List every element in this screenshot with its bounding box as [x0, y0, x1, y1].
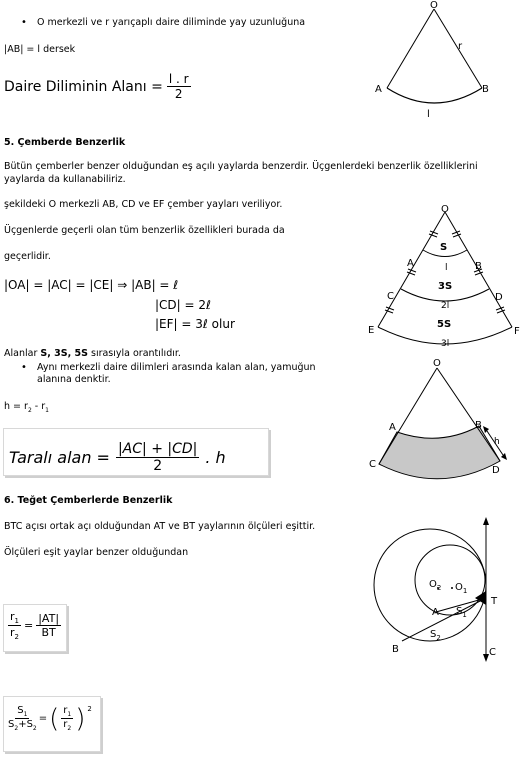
s1-sub: 1: [23, 711, 28, 718]
fig4-label-s1: [456, 606, 467, 619]
fig2-label-3l: 3l: [441, 339, 450, 349]
ratio-formula-box: [3, 604, 67, 652]
fig4-label-b: B: [392, 644, 399, 655]
s2-subscript: 2: [436, 634, 441, 642]
shaded-denominator: 2: [153, 458, 163, 474]
intro-line2: |AB| = l dersek: [4, 44, 76, 55]
equation-3: |EF| = 3ℓ olur: [155, 317, 235, 331]
fig3-label-o: O: [433, 358, 441, 369]
tangent-circles-figure: [365, 515, 525, 665]
fig2-label-3s: 3S: [438, 281, 453, 292]
shaded-fraction: [116, 441, 199, 474]
rr1: r: [63, 705, 68, 716]
fig2-label-f: F: [514, 326, 520, 337]
section6-para2: Ölçüleri eşit yaylar benzer olduğundan: [4, 547, 189, 558]
fig1-label-o: O: [430, 0, 438, 11]
rr2: r: [63, 719, 68, 730]
bullet2b: alanına denktir.: [37, 374, 111, 385]
shaded-area-formula: [9, 441, 226, 474]
fig3-label-b: B: [475, 420, 482, 431]
bt-arc: BT: [41, 626, 56, 640]
s2-letter: S: [430, 629, 437, 640]
intro-bullet: • O merkezli ve r yarıçaplı daire diliminde yay uzunluğuna: [37, 17, 305, 29]
section5-para1a: Bütün çemberler benzer olduğundan eş açılı yaylarda benzerdir. Üçgenlerdeki benzerlik özelliklerini: [4, 161, 478, 172]
ratio-sentence: [4, 348, 181, 360]
fig4-label-o2: [429, 579, 441, 592]
fig2-label-d: D: [495, 292, 503, 303]
fig4-label-a: A: [432, 607, 439, 618]
shaded-tail: . h: [205, 448, 226, 467]
fig2-label-b: B: [475, 261, 482, 272]
equation-1: |OA| = |AC| = |CE| ⇒ |AB| = ℓ: [4, 278, 179, 292]
h-formula: [4, 401, 49, 417]
fig4-label-o1: [455, 582, 467, 595]
fig2-label-a: A: [407, 258, 414, 269]
fig4-label-c: C: [489, 647, 496, 658]
s1: S: [17, 705, 24, 716]
s2b-sub: 2: [32, 725, 37, 732]
area-ratio-formula: $\frac{S_1}{S_2+S_2}$ = ( $\frac{r_1}{r_2}$ ) $^2$: [8, 703, 92, 734]
s1-subscript: 1: [462, 611, 467, 619]
ratio-values: S, 3S, 5S: [40, 348, 88, 359]
sector-area-formula: [4, 72, 191, 101]
shaded-label: Taralı alan =: [9, 448, 110, 467]
section5-para3: Üçgenlerde geçerli olan tüm benzerlik özellikleri burada da: [4, 225, 285, 236]
ratio-post: sırasıyla orantılıdır.: [87, 348, 181, 359]
r-fraction: [8, 610, 21, 641]
fig1-label-l: l: [427, 109, 430, 120]
r1-sub: 1: [14, 617, 19, 626]
section5-para2: şekildeki O merkezli AB, CD ve EF çember yayları veriliyor.: [4, 199, 283, 210]
section5-para1b: yaylarda da kullanabiliriz.: [4, 174, 126, 185]
r1: r: [10, 610, 15, 623]
fig1-label-r: r: [458, 41, 463, 52]
h-sub1: 1: [45, 406, 49, 414]
area-denominator: 2: [174, 87, 183, 101]
r2-sub: 2: [14, 633, 19, 642]
fig1-label-b: B: [482, 84, 489, 95]
fig2-label-2l: 2l: [441, 301, 450, 311]
fig3-label-c: C: [369, 459, 376, 470]
fig4-label-t: T: [491, 596, 498, 607]
exponent: 2: [87, 705, 92, 713]
r2: r: [10, 626, 15, 640]
rr-fraction: [61, 705, 73, 732]
sector-figure: [370, 0, 495, 122]
shaded-area-formula-box: [3, 428, 269, 476]
fig2-label-s: S: [440, 242, 448, 253]
area-numerator: l . r: [168, 72, 189, 86]
concentric-arcs-figure: [365, 203, 525, 353]
fig3-label-d: D: [492, 465, 500, 476]
bullet2a: • Aynı merkezli daire dilimleri arasında kalan alan, yamuğun: [37, 362, 316, 374]
fig2-label-e: E: [368, 325, 375, 336]
fig1-label-a: A: [375, 84, 382, 95]
s1-letter: S: [456, 606, 463, 617]
h-sub2: 2: [27, 406, 32, 414]
at-arc: |AT|: [38, 612, 60, 626]
s2b: +S: [18, 719, 33, 730]
ratio-pre: Alanlar: [4, 348, 41, 359]
section6-heading: 6. Teğet Çemberlerde Benzerlik: [4, 495, 173, 506]
fig2-label-c: C: [387, 291, 394, 302]
section5-heading: 5. Çemberde Benzerlik: [4, 137, 126, 148]
fig2-label-o: O: [441, 204, 449, 215]
area-fraction: [167, 72, 191, 101]
fig3-label-h: h: [494, 437, 500, 447]
o2-letter: O: [429, 579, 437, 590]
s2a-sub: 2: [14, 725, 19, 732]
ratio-formula: $\frac{r_1}{r_2}$ = $\frac{|AT|}{BT}$: [10, 610, 60, 642]
fig2-label-5s: 5S: [437, 319, 452, 330]
section6-para1: BTC açısı ortak açı olduğundan AT ve BT yaylarının ölçüleri eşittir.: [4, 521, 316, 532]
o2-sub: 2: [436, 584, 442, 592]
fig3-label-a: A: [389, 422, 396, 433]
rr1-sub: 1: [67, 711, 72, 718]
equation-2: |CD| = 2ℓ: [155, 298, 211, 312]
shaded-numerator: |AC| + |CD|: [117, 441, 198, 457]
shaded-sector-figure: [365, 355, 520, 480]
rr2-sub: 2: [67, 725, 72, 732]
fig2-label-l: l: [445, 263, 448, 273]
o1-sub: 1: [462, 587, 468, 595]
h-minus: - r: [31, 401, 46, 412]
o1-letter: O: [455, 582, 463, 593]
section5-para4: geçerlidir.: [4, 251, 51, 262]
s2a: S: [8, 719, 15, 730]
area-label: Daire Diliminin Alanı =: [4, 78, 163, 95]
s-fraction: [8, 705, 37, 732]
fig4-label-s2: [430, 629, 441, 642]
area-ratio-formula-box: [3, 696, 101, 752]
h-text: h = r: [4, 401, 28, 412]
arc-fraction: [36, 612, 61, 639]
